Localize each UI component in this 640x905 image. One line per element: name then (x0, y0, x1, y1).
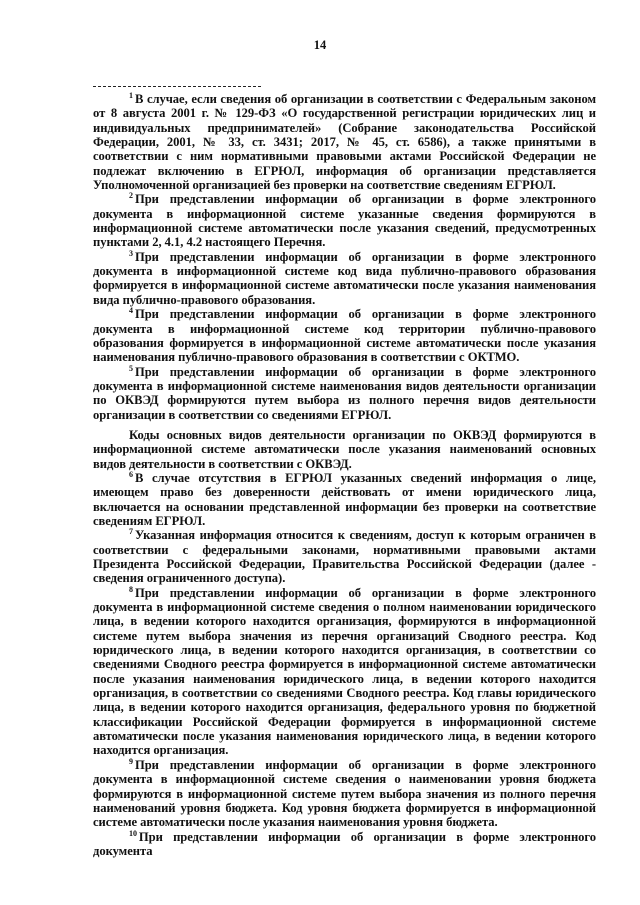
footnote-8 (93, 586, 596, 758)
footnote-number: 9 (129, 756, 133, 766)
footnote-separator (93, 86, 261, 87)
footnote-2 (93, 192, 596, 249)
footnote-number: 10 (129, 828, 137, 838)
footnote-10 (93, 830, 596, 859)
footnote-number: 8 (129, 584, 133, 594)
footnote-number: 4 (129, 306, 133, 316)
footnote-6 (93, 471, 596, 528)
footnote-number: 3 (129, 248, 133, 258)
footnote-text: В случае, если сведения об организации в соответствии с Федеральным законом от 8 августа 2001 г. № 129-ФЗ «О государственной регистрации юридических лиц и индивидуальных предпринимателей» (Собрание законодательства Российской Федерации, 2001, № 33, ст. 3431; 2017, № 45, ст. 6586), а также принятыми в соответствии с ним нормативными правовыми актами Российской Федерации не подлежат включению в ЕГРЮЛ, информация об организации представляется Уполномоченной организацией без проверки на соответствие сведениям ЕГРЮЛ. (93, 92, 596, 193)
footnote-text: При представлении информации об организации в форме электронного документа в информационной системе указанные сведения формируются в информационной системе автоматически после указания сведений, предусмотренных пунктами 2, 4.1, 4.2 настоящего Перечня. (93, 192, 596, 250)
footnote-text: Указанная информация относится к сведениям, доступ к которым ограничен в соответствии с федеральными законами, нормативными правовыми актами Президента Российской Федерации, Правительства Российской Федерации (далее - сведения ограниченного доступа). (93, 528, 596, 586)
footnote-3 (93, 250, 596, 307)
footnote-1 (93, 92, 596, 192)
footnote-text: При представлении информации об организации в форме электронного документа в информационной системе код территории публично-правового образования формируется в информационной системе автоматически после указания наименования публично-правового образования в соответствии с ОКТМО. (93, 307, 596, 365)
footnote-number: 7 (129, 527, 133, 537)
footnote-number: 1 (129, 91, 133, 100)
footnote-text: При представлении информации об организации в форме электронного документа в информационной системе сведения о наименовании уровня бюджета формируются в информационной системе путем выбора значения из полного перечня наименований уровня бюджета. Код уровня бюджета формируется в информационной системе автоматически после указания наименования уровня бюджета. (93, 757, 596, 830)
footnote-number: 5 (129, 363, 133, 373)
footnote-text: При представлении информации об организации в форме электронного документа в информационной системе сведения о полном наименовании юридического лица, в ведении которого находится организация, формируются в информационной системе путем выбора значения из перечня организаций Сводного реестра. Код юридического лица, в ведении которого находится организация, в соответствии со сведениями Сводного реестра формируется в информационной системе автоматически после указания наименования юридического лица, в ведении которого находится организация, в соответствии со сведениями Сводного реестра. Код главы юридического лица, в ведении которого находится организация, федерального уровня по бюджетной классификации Российской Федерации формируется в информационной системе автоматически после указания наименования юридического лица, в ведении которого находится организация. (93, 585, 596, 758)
page-number: 14 (313, 38, 327, 52)
footnote-number: 2 (129, 191, 133, 201)
footnote-number: 6 (129, 469, 133, 479)
footnotes-block (93, 92, 596, 858)
footnote-7 (93, 528, 596, 585)
footnote-text: Коды основных видов деятельности организации по ОКВЭД формируются в информационной системе автоматически после указания наименований основных видов деятельности в соответствии с ОКВЭД. (93, 427, 596, 471)
footnote-9 (93, 758, 596, 830)
footnote-text: При представлении информации об организации в форме электронного документа в информационной системе наименования видов деятельности организации по ОКВЭД формируются путем выбора из полного перечня видов деятельности организации в соответствии со сведениями ЕГРЮЛ. (93, 364, 596, 422)
footnote-4 (93, 307, 596, 364)
footnote-text: При представлении информации об организации в форме электронного документа (93, 829, 596, 858)
footnote-text: При представлении информации об организации в форме электронного документа в информационной системе код вида публично-правового образования формируется в информационной системе автоматически после указания наименования вида публично-правового образования. (93, 249, 596, 307)
footnote-text: В случае отсутствия в ЕГРЮЛ указанных сведений информация о лице, имеющем право без доверенности действовать от имени юридического лица, включается на основании представленной информации без проверки на соответствие сведениям ЕГРЮЛ. (93, 470, 596, 528)
footnote-5-continuation (93, 428, 596, 471)
footnote-5 (93, 365, 596, 422)
